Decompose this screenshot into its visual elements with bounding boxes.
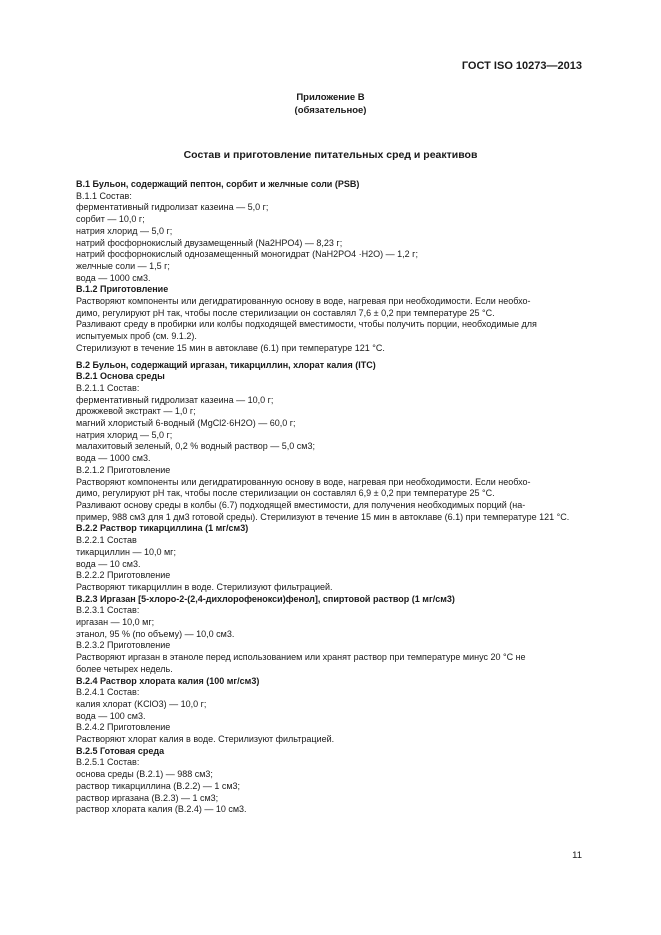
section-heading: В.2 Бульон, содержащий иргазан, тикарциллин, хлорат калия (ITC) [76,359,376,370]
body-line: ферментативный гидролизат казеина — 10,0 г; [76,394,274,405]
body-line: натрия хлорид — 5,0 г; [76,225,173,236]
body-line: В.2.3.2 Приготовление [76,640,171,651]
body-line: В.2.4.2 Приготовление [76,722,171,733]
section-heading: В.2.1 Основа среды [76,371,165,382]
body-line: вода — 10 см3. [76,558,141,569]
body-line: Растворяют компоненты или дегидратированную основу в воде, нагревая при необходимости. Если необхо- [76,296,531,307]
body-line: малахитовый зеленый, 0,2 % водный раствор — 5,0 см3; [76,441,315,452]
body-line: Растворяют тикарциллин в воде. Стерилизуют фильтрацией. [76,581,333,592]
body-line: вода — 1000 см3. [76,453,151,464]
body-line: В.1.1 Состав: [76,190,132,201]
body-line: димо, регулируют pH так, чтобы после стерилизации он составлял 7,6 ± 0,2 при температуре 25 °С. [76,307,495,318]
section-heading: В.2.2 Раствор тикарциллина (1 мг/см3) [76,523,249,534]
section-heading: В.1 Бульон, содержащий пептон, сорбит и желчные соли (PSB) [76,179,360,189]
body-line: Растворяют компоненты или дегидратированную основу в воде, нагревая при необходимости. Если необхо- [76,476,531,487]
body-line: Растворяют иргазан в этаноле перед использованием или хранят раствор при температуре минус 20 °С не [76,652,526,663]
body-line: В.2.4.1 Состав: [76,687,140,698]
body-line: тикарциллин — 10,0 мг; [76,546,176,557]
body-line: дрожжевой экстракт — 1,0 г; [76,406,196,417]
page-number: 11 [572,850,582,861]
standard-header: ГОСТ ISO 10273—2013 [461,60,582,72]
body-line: натрий фосфорнокислый двузамещенный (Na2HPO4) — 8,23 г; [76,237,343,248]
body-line: натрия хлорид — 5,0 г; [76,429,173,440]
document-body [76,179,584,816]
body-line: магний хлористый 6-водный (MgCl2·6H2O) — 60,0 г; [76,418,296,429]
body-line: этанол, 95 % (по объему) — 10,0 см3. [76,628,235,639]
body-line: калия хлорат (KClO3) — 10,0 г; [76,698,207,709]
body-line: раствор иргазана (В.2.3) — 1 см3; [76,792,219,803]
section-heading: В.2.5 Готовая среда [76,745,165,756]
body-line: Разливают основу среды в колбы (6.7) подходящей вместимости, для получения необходимых порций (на- [76,499,526,510]
annex-heading [0,91,661,117]
body-line: иргазан — 10,0 мг; [76,617,155,628]
body-line: ферментативный гидролизат казеина — 5,0 г; [76,202,269,213]
body-line: В.2.1.1 Состав: [76,382,140,393]
body-line: желчные соли — 1,5 г; [76,260,170,271]
body-line: В.2.2.2 Приготовление [76,570,171,581]
body-line: Стерилизуют в течение 15 мин в автоклаве (6.1) при температуре 121 °С. [76,342,385,353]
body-line: В.2.1.2 Приготовление [76,464,171,475]
section-heading: В.2.3 Иргазан [5-хлоро-2-(2,4-дихлорофенокси)фенол], спиртовой раствор (1 мг/см3) [76,593,455,604]
document-title: Состав и приготовление питательных сред и реактивов [183,149,478,161]
body-line: пример, 988 см3 для 1 дм3 готовой среды). Стерилизуют в течение 15 мин в автоклаве (6.1) при температуре 121 °С. [76,511,570,522]
body-line: Разливают среду в пробирки или колбы подходящей вместимости, чтобы получить порции, необходимые для [76,319,537,330]
body-line: натрий фосфорнокислый однозамещенный моногидрат (NaH2PO4 ·H2O) — 1,2 г; [76,249,418,260]
body-line: Растворяют хлорат калия в воде. Стерилизуют фильтрацией. [76,734,335,745]
annex-title: Приложение В [296,92,365,103]
body-line: В.2.2.1 Состав [76,535,137,546]
body-line: раствор хлората калия (В.2.4) — 10 см3. [76,804,247,815]
body-line: димо, регулируют pH так, чтобы после стерилизации он составлял 6,9 ± 0,2 при температуре 25 °С. [76,488,495,499]
section-heading: В.1.2 Приготовление [76,284,169,295]
annex-status: (обязательное) [294,105,367,116]
section-heading: В.2.4 Раствор хлората калия (100 мг/см3) [76,675,260,686]
body-line: В.2.3.1 Состав: [76,605,140,616]
body-line: раствор тикарциллина (В.2.2) — 1 см3; [76,780,241,791]
body-line: сорбит — 10,0 г; [76,214,145,225]
body-line: более четырех недель. [76,663,173,674]
body-line: испытуемых проб (см. 9.1.2). [76,331,197,342]
body-line: основа среды (В.2.1) — 988 см3; [76,769,213,780]
body-line: вода — 100 см3. [76,710,146,721]
body-line: В.2.5.1 Состав: [76,757,140,768]
body-line: вода — 1000 см3. [76,272,151,283]
